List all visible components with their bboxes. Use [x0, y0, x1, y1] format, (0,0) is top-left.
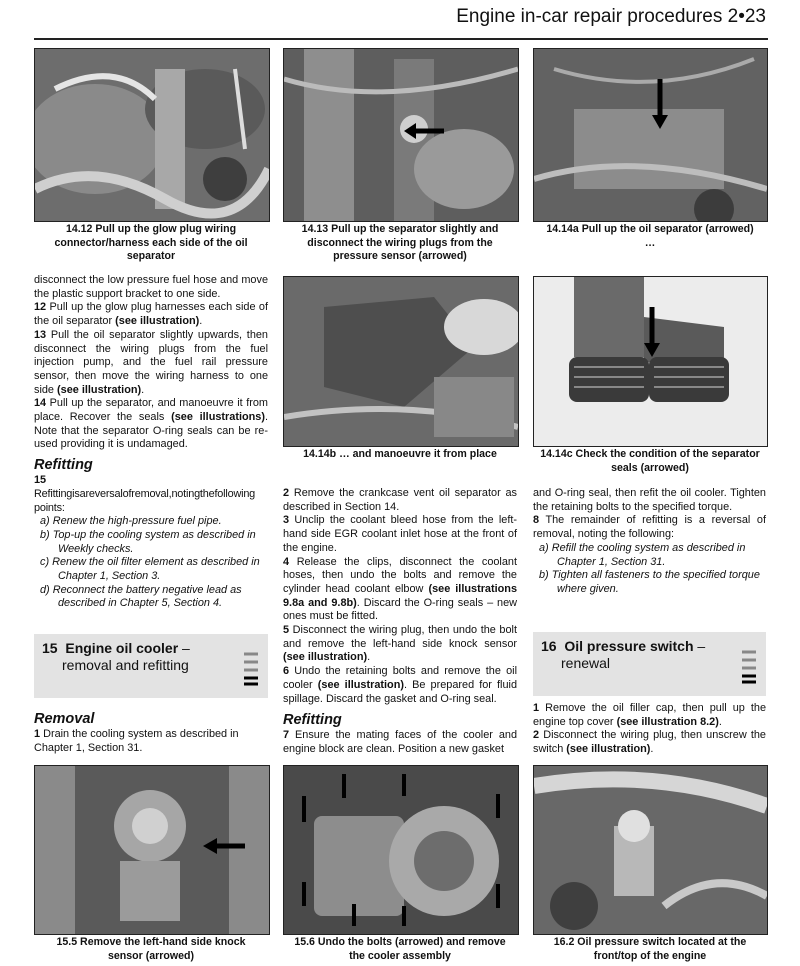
caption-14-13: 14.13 Pull up the separator slightly and disconnect the wiring plugs from the pressure sensor (arrowed)	[301, 223, 499, 262]
step-number: 12	[34, 301, 47, 314]
step-number: 6	[283, 665, 290, 678]
text: and O-ring seal, then refit the oil cooler. Tighten the retaining bolts to the specified torque.	[533, 487, 766, 513]
dash: –	[693, 638, 706, 654]
column-3	[533, 487, 766, 597]
paragraph-14	[34, 397, 268, 452]
reference: (see illustration)	[57, 383, 142, 396]
column-3-lower	[533, 702, 766, 757]
paragraph-7	[283, 729, 517, 756]
column-1	[34, 274, 268, 611]
text: . Be prepared for fluid spillage. Discard the gasket and O-ring seal.	[283, 678, 518, 705]
list-item: b) Tighten all fasteners to the specified torque where given.	[539, 569, 760, 595]
caption-15-5: 15.5 Remove the left-hand side knock sensor (arrowed)	[56, 936, 246, 962]
refit-list	[34, 515, 268, 611]
caption-14-12: 14.12 Pull up the glow plug wiring connector/harness each side of the oil separator	[54, 223, 248, 262]
list-item: a) Renew the high-pressure fuel pipe.	[40, 515, 222, 528]
paragraph-12: 12 Pull up the glow plug harnesses each side of the oil separator (see illustration).	[34, 301, 268, 328]
section-title	[541, 638, 705, 672]
text: Disconnect the wiring plug, then undo the bolt and remove the left-hand side knock sensor	[283, 624, 517, 650]
list-item: a) Refill the cooling system as described in Chapter 1, Section 31.	[539, 541, 746, 568]
step-number: 1	[533, 702, 540, 714]
refit-list-2	[533, 542, 766, 597]
caption-15-6: 15.6 Undo the bolts (arrowed) and remove the cooler assembly	[294, 936, 506, 962]
step-number: 4	[283, 555, 290, 568]
section-number: 16	[541, 638, 557, 654]
text: Pull up the separator, and manoeuvre it from place. Recover the seals	[34, 397, 268, 424]
caption-14-14c: 14.14c Check the condition of the separator seals (arrowed)	[540, 448, 760, 474]
paragraph-13: 13 Pull the oil separator slightly upwards, then disconnect the wiring plugs from the fuel injection pump, and the fuel rail pressure sensor, then move the wiring harness to one side (see illustration).	[34, 328, 268, 396]
paragraph-3	[283, 514, 517, 555]
paragraph-16-2: 2 Disconnect the wiring plug, then unscrew the switch (see illustration).	[533, 729, 766, 756]
dash: –	[178, 640, 190, 656]
step-number: 15	[34, 474, 47, 487]
reference: (see illustration)	[566, 743, 651, 756]
section-name: Oil pressure switch	[564, 638, 694, 654]
step-number: 14	[34, 397, 47, 410]
paragraph-8	[533, 514, 766, 541]
photo-16-2	[533, 765, 768, 935]
section-16-heading	[533, 632, 766, 696]
photo-14-14a	[533, 48, 768, 222]
photo-14-12	[34, 48, 270, 222]
reference: (see illustration)	[283, 651, 368, 664]
section-title	[42, 640, 190, 674]
difficulty-wrench-icon	[240, 648, 262, 688]
reference: (see illustration)	[317, 678, 404, 691]
text: Remove the oil filler cap, then pull up the engine top cover	[533, 702, 766, 728]
text: disconnect the low pressure fuel hose and move the plastic support bracket to one side.	[34, 274, 268, 300]
page-title: Engine in-car repair procedures 2•23	[456, 6, 766, 27]
section-subtitle: removal and refitting	[62, 657, 189, 673]
text: Refittingisareversalofremoval,notingthefollowing points:	[34, 487, 256, 514]
text: . Discard the O-ring seals – new ones must be fitted.	[283, 596, 518, 623]
column-2	[283, 487, 517, 757]
step-number: 2	[283, 487, 290, 499]
paragraph-5: 5 Disconnect the wiring plug, then undo the bolt and remove the left-hand side knock sensor (see illustration).	[283, 624, 517, 664]
text: Unclip the coolant bleed hose from the left-hand side EGR coolant inlet hose at the front of the engine.	[283, 514, 517, 554]
page-header	[34, 0, 768, 40]
photo-15-6	[283, 765, 519, 935]
step-number: 13	[34, 328, 47, 341]
caption-14-14a: 14.14a Pull up the oil separator (arrowed) …	[546, 223, 754, 249]
text: Drain the cooling system as described in Chapter 1, Section 31.	[34, 728, 239, 754]
text: Pull the oil separator slightly upwards, then disconnect the wiring plugs from the fuel injection pump, and the fuel rail pressure sensor, then move the wiring harness to one side	[34, 328, 268, 396]
caption-16-2: 16.2 Oil pressure switch located at the front/top of the engine	[553, 936, 747, 962]
list-item: c) Renew the oil filter element as described in Chapter 1, Section 3.	[40, 556, 260, 583]
paragraph	[34, 274, 268, 301]
text: Pull up the glow plug harnesses each side of the oil separator	[34, 301, 268, 328]
photo-14-14b	[283, 276, 519, 447]
reference: (see illustration)	[115, 315, 200, 328]
paragraph-6	[283, 665, 517, 706]
step-number: 7	[283, 729, 290, 742]
text: Release the clips, disconnect the coolant hoses, then undo the bolts and remove the cylinder head coolant elbow	[283, 555, 517, 595]
reference: (see illustrations 9.8a and 9.8b)	[283, 582, 518, 609]
difficulty-wrench-icon	[738, 646, 760, 686]
section-subtitle: renewal	[561, 655, 611, 671]
column-1-lower	[34, 710, 268, 755]
caption-14-14b: 14.14b … and manoeuvre it from place	[303, 448, 497, 460]
list-item: b) Top-up the cooling system as described in Weekly checks.	[40, 528, 256, 555]
reference: (see illustrations)	[171, 411, 265, 424]
text: Undo the retaining bolts and remove the oil cooler	[283, 665, 517, 691]
section-15-heading	[34, 634, 268, 698]
text: Disconnect the wiring plug, then unscrew the switch	[533, 729, 766, 756]
step-number: 3	[283, 514, 290, 527]
paragraph-1	[34, 728, 268, 755]
heading-refitting: Refitting	[34, 457, 93, 474]
text: . Note that the separator O-ring seals can be re-used providing it is undamaged.	[34, 411, 268, 451]
section-number: 15	[42, 640, 58, 656]
photo-14-14c	[533, 276, 768, 447]
step-number: 8	[533, 514, 540, 527]
heading-refitting-2: Refitting	[283, 712, 342, 729]
step-number: 1	[34, 728, 41, 740]
heading-removal: Removal	[34, 711, 95, 727]
paragraph-16-1: 1 Remove the oil filler cap, then pull up the engine top cover (see illustration 8.2).	[533, 702, 766, 728]
text: The remainder of refitting is a reversal of removal, noting the following:	[533, 514, 766, 541]
text: Remove the crankcase vent oil separator as described in Section 14.	[283, 487, 517, 513]
paragraph-4	[283, 556, 517, 625]
step-number: 2	[533, 729, 540, 742]
step-number: 5	[283, 624, 290, 637]
photo-15-5	[34, 765, 270, 935]
paragraph-15	[34, 474, 268, 515]
paragraph-2	[283, 487, 517, 514]
list-item: d) Reconnect the battery negative lead as described in Chapter 5, Section 4.	[40, 583, 242, 610]
photo-14-13	[283, 48, 519, 222]
section-name: Engine oil cooler	[65, 640, 179, 656]
paragraph	[533, 487, 766, 514]
text: Ensure the mating faces of the cooler and engine block are clean. Position a new gasket	[283, 729, 517, 755]
reference: (see illustration 8.2)	[616, 715, 719, 728]
